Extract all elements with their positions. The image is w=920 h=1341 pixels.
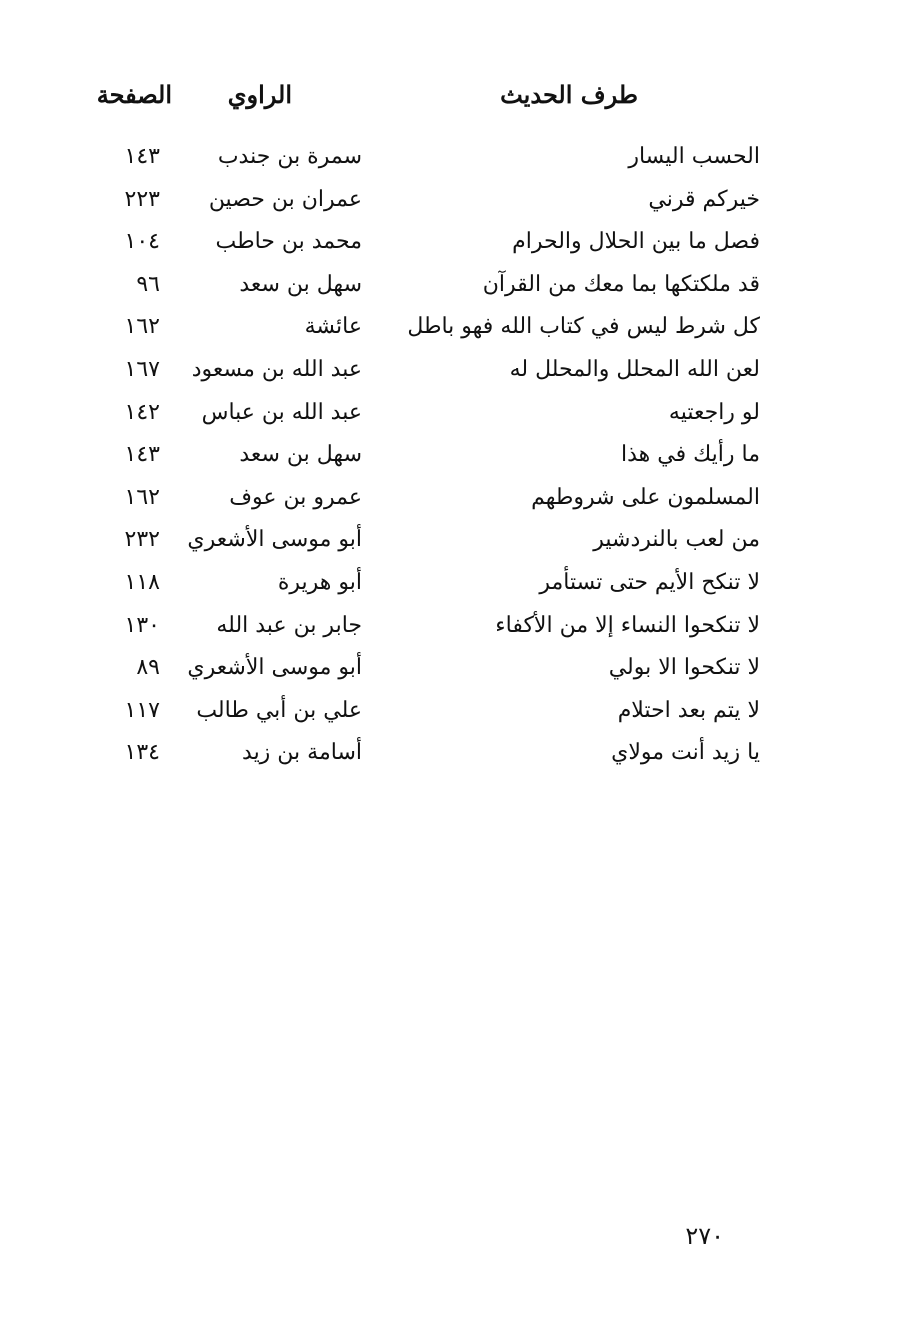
narrator-name: أبو موسى الأشعري: [187, 527, 362, 553]
table-row: [0, 264, 920, 307]
hadith-text: لا تنكحوا الا بولي: [608, 655, 760, 681]
hadith-text: لا تنكح الأيم حتى تستأمر: [539, 569, 760, 595]
table-row: [0, 647, 920, 690]
page-ref: ١١٨: [124, 569, 160, 595]
narrator-name: عائشة: [304, 314, 362, 340]
table-row: [0, 306, 920, 349]
page-ref: ١٤٢: [124, 399, 160, 425]
narrator-name: عمرو بن عوف: [229, 484, 362, 510]
page-ref: ٢٣٢: [124, 527, 160, 553]
table-row: [0, 605, 920, 648]
table-row: [0, 477, 920, 520]
page-ref: ١٣٤: [124, 740, 160, 766]
page-number: ٢٧٠: [685, 1222, 724, 1250]
narrator-name: عبد الله بن مسعود: [191, 356, 362, 382]
page-ref: ٩٦: [136, 271, 160, 297]
hadith-text: من لعب بالنردشير: [593, 527, 760, 553]
hadith-text: ما رأيك في هذا: [621, 442, 760, 468]
narrator-name: علي بن أبي طالب: [196, 697, 362, 723]
header-narrator: الراوي: [227, 80, 292, 109]
table-row: [0, 562, 920, 605]
narrator-name: عبد الله بن عباس: [201, 399, 362, 425]
table-row: [0, 732, 920, 775]
page-ref: ٢٢٣: [124, 186, 160, 212]
header-hadith: طرف الحديث: [500, 80, 638, 109]
page-ref: ١٤٣: [124, 144, 160, 169]
hadith-text: الحسب اليسار: [628, 144, 760, 169]
narrator-name: محمد بن حاطب: [215, 229, 362, 255]
table-row: [0, 349, 920, 392]
hadith-text: قد ملكتكها بما معك من القرآن: [482, 271, 760, 297]
page-ref: ١٦٢: [124, 314, 160, 340]
page-ref: ١٦٢: [124, 484, 160, 510]
narrator-name: أسامة بن زيد: [242, 740, 362, 766]
table-header: [0, 80, 920, 120]
hadith-text: كل شرط ليس في كتاب الله فهو باطل: [407, 314, 760, 340]
narrator-name: جابر بن عبد الله: [216, 612, 362, 638]
page-ref: ١٠٤: [124, 229, 160, 255]
table-row: [0, 519, 920, 562]
hadith-text: فصل ما بين الحلال والحرام: [512, 229, 760, 255]
hadith-index-table: [0, 136, 920, 775]
hadith-text: لو راجعتيه: [668, 399, 760, 425]
table-row: [0, 136, 920, 179]
table-row: [0, 690, 920, 733]
hadith-text: لا يتم بعد احتلام: [617, 697, 760, 723]
table-row: [0, 221, 920, 264]
table-row: [0, 434, 920, 477]
narrator-name: عمران بن حصين: [208, 186, 362, 212]
hadith-text: المسلمون على شروطهم: [531, 484, 760, 510]
page-ref: ١١٧: [124, 697, 160, 723]
table-row: [0, 392, 920, 435]
hadith-text: لا تنكحوا النساء إلا من الأكفاء: [495, 612, 760, 638]
narrator-name: سهل بن سعد: [239, 442, 362, 468]
narrator-name: سهل بن سعد: [239, 271, 362, 297]
narrator-name: أبو هريرة: [277, 569, 362, 595]
hadith-text: لعن الله المحلل والمحلل له: [509, 356, 760, 382]
hadith-text: يا زيد أنت مولاي: [611, 740, 760, 766]
page-ref: ١٣٠: [124, 612, 160, 638]
header-page: الصفحة: [96, 80, 172, 109]
hadith-text: خيركم قرني: [648, 186, 760, 212]
narrator-name: سمرة بن جندب: [217, 144, 362, 169]
page-ref: ١٦٧: [124, 356, 160, 382]
table-row: [0, 179, 920, 222]
page-ref: ٨٩: [136, 655, 160, 681]
narrator-name: أبو موسى الأشعري: [187, 655, 362, 681]
page-ref: ١٤٣: [124, 442, 160, 468]
